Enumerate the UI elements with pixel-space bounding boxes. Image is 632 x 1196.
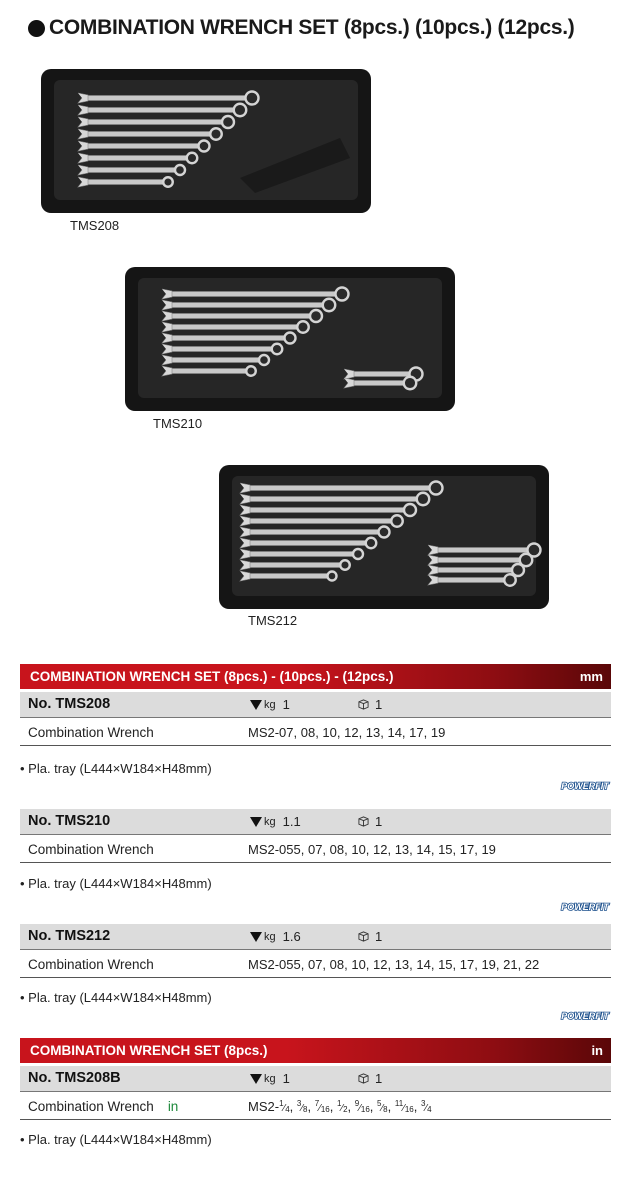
quantity-value: 1 [375,1071,383,1086]
section-header-metric [20,664,611,689]
weight-value: 1.1 [282,814,301,829]
weight-triangle-icon [250,932,262,942]
product-row-tms212 [20,951,611,978]
item-unit-tag: in [167,1099,179,1114]
weight-unit: kg [264,815,276,828]
section-title-inch: COMBINATION WRENCH SET (8pcs.) [30,1043,268,1058]
tray-caption-tms208: TMS208 [70,218,120,233]
product-row-tms208 [20,719,611,746]
weight-unit: kg [264,930,276,943]
brand-text: POWERFIT [561,1011,609,1021]
item-sizes [248,1099,432,1114]
powerfit-logo [558,776,612,794]
item-name: Combination Wrench [28,957,154,972]
package-box-icon [358,931,369,942]
weight-unit: kg [264,698,276,711]
model-number: No. TMS212 [28,928,111,944]
page-title-text: COMBINATION WRENCH SET (8pcs.) (10pcs.) (12pcs.) [49,16,575,39]
item-sizes: MS2-055, 07, 08, 10, 12, 13, 14, 15, 17, 19 [248,842,496,857]
quantity-info [358,929,382,944]
weight-triangle-icon [250,700,262,710]
quantity-info [358,697,382,712]
quantity-value: 1 [375,929,383,944]
size-fraction: $^{11}⁄_{16}$ [394,1099,414,1114]
page-title [28,16,574,40]
tray-note-tms208: • Pla. tray (L444×W184×H48mm) [20,761,212,776]
tray-photo-tms208 [40,68,372,214]
package-box-icon [358,816,369,827]
weight-value: 1 [282,697,290,712]
weight-info [250,929,301,944]
size-fraction: $^9⁄_{16}$ [354,1099,370,1114]
section-unit-inch: in [591,1043,603,1058]
product-header-tms208 [20,692,611,718]
brand-text: POWERFIT [561,781,609,791]
size-fraction: $^1⁄_4$ [279,1099,290,1114]
package-box-icon [358,1073,369,1084]
product-header-tms208b [20,1066,611,1092]
product-header-tms212 [20,924,611,950]
weight-triangle-icon [250,1074,262,1084]
item-sizes: MS2-055, 07, 08, 10, 12, 13, 14, 15, 17, 19, 21, 22 [248,957,540,972]
weight-unit: kg [264,1072,276,1085]
powerfit-logo [558,1006,612,1024]
section-title-metric: COMBINATION WRENCH SET (8pcs.) - (10pcs.) - (12pcs.) [30,669,394,684]
tray-caption-tms212: TMS212 [248,613,298,628]
quantity-value: 1 [375,697,383,712]
size-fraction: $^3⁄_4$ [420,1099,432,1114]
item-name: Combination Wrench [28,842,154,857]
weight-info [250,697,290,712]
quantity-value: 1 [375,814,383,829]
item-name-text: Combination Wrench [28,1099,154,1114]
weight-value: 1 [282,1071,290,1086]
item-name: Combination Wrench [28,725,154,740]
tray-photo-tms212 [218,464,550,610]
fraction-list: $^1⁄_4$, $^3⁄_8$, $^7⁄_{16}$, $^1⁄_2$, $^9⁄_{16}$, $^5⁄_8$, $^{11}⁄_{16}$, $^3⁄_4$ [279,1099,432,1114]
bullet-dot-icon [28,20,45,37]
tray-caption-tms210: TMS210 [153,416,203,431]
size-fraction: $^5⁄_8$ [377,1099,388,1114]
weight-triangle-icon [250,817,262,827]
quantity-info [358,1071,382,1086]
section-header-inch [20,1038,611,1063]
product-row-tms210 [20,836,611,863]
product-row-tms208b [20,1093,611,1120]
tray-photo-tms210 [124,266,456,412]
size-fraction: $^3⁄_8$ [296,1099,308,1114]
model-number: No. TMS210 [28,813,111,829]
package-box-icon [358,699,369,710]
weight-info [250,814,301,829]
tray-note-tms210: • Pla. tray (L444×W184×H48mm) [20,876,212,891]
brand-text: POWERFIT [561,902,609,912]
size-fraction: $^1⁄_2$ [336,1099,348,1114]
quantity-info [358,814,382,829]
model-number: No. TMS208B [28,1070,121,1086]
item-sizes: MS2-07, 08, 10, 12, 13, 14, 17, 19 [248,725,446,740]
item-name [28,1099,178,1114]
size-fraction: $^7⁄_{16}$ [314,1099,330,1114]
model-number: No. TMS208 [28,696,111,712]
section-unit-metric: mm [579,669,603,684]
item-sizes-prefix: MS2- [248,1099,280,1114]
tray-note-tms212: • Pla. tray (L444×W184×H48mm) [20,990,212,1005]
product-header-tms210 [20,809,611,835]
powerfit-logo [558,897,612,915]
tray-note-tms208b: • Pla. tray (L444×W184×H48mm) [20,1132,212,1147]
weight-value: 1.6 [282,929,301,944]
weight-info [250,1071,290,1086]
